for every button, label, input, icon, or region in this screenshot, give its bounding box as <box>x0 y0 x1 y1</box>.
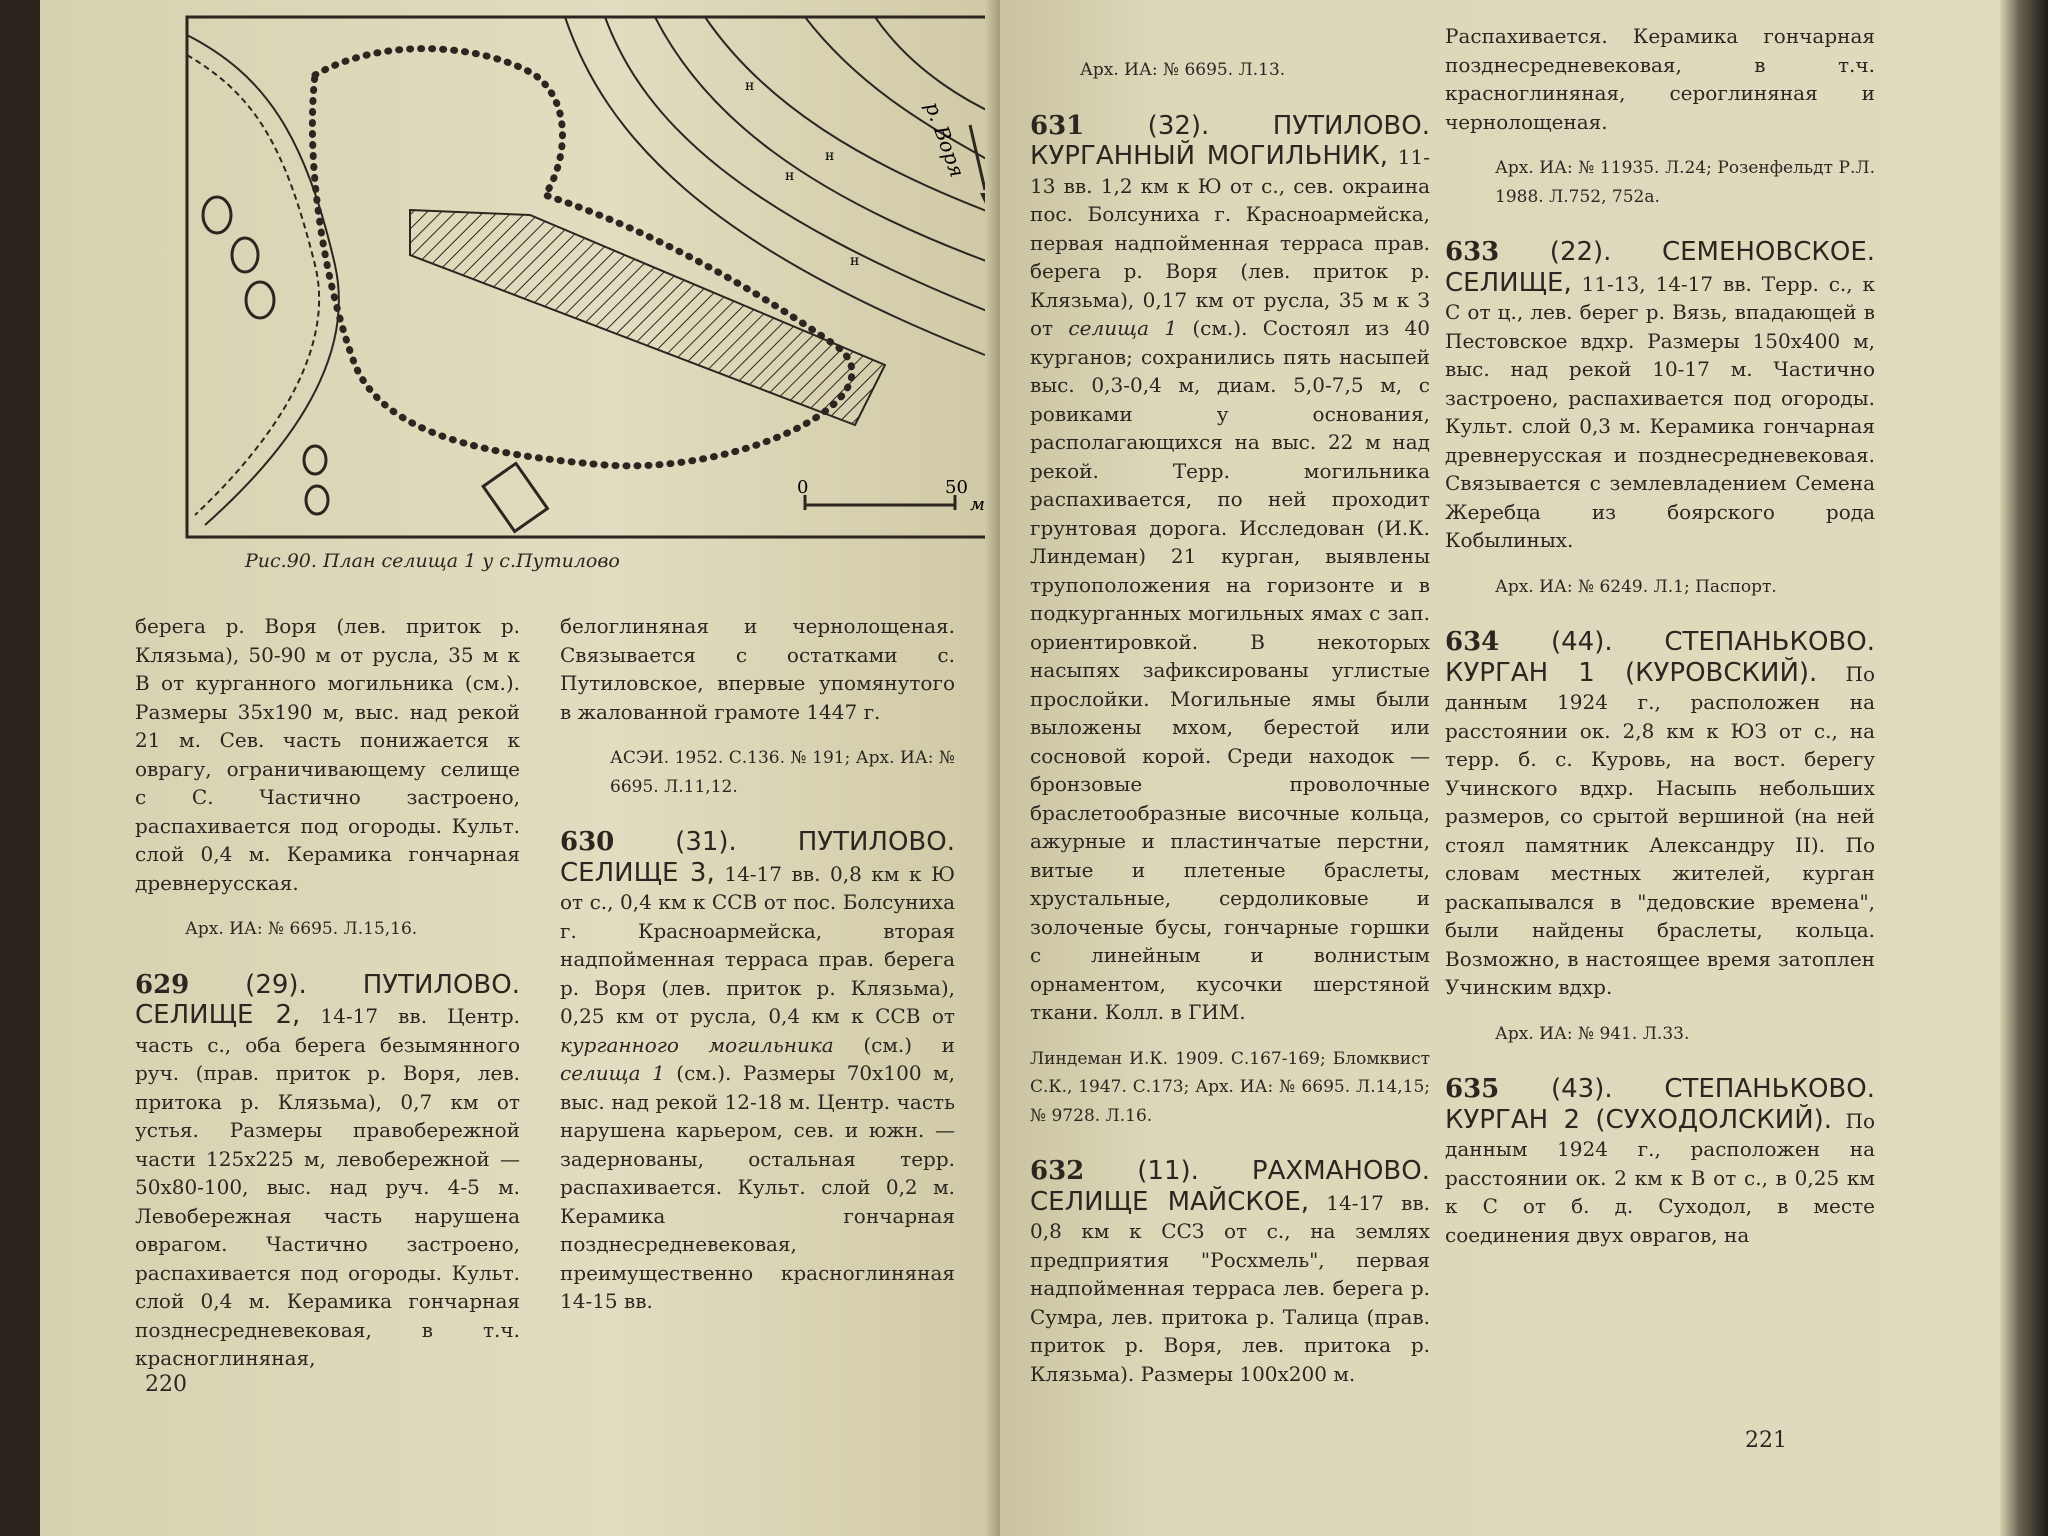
entry-631 <box>1030 111 1430 1027</box>
entry-631-number: 631 <box>1030 110 1085 141</box>
entry-634 <box>1445 627 1875 1002</box>
right-col-1 <box>1030 42 1430 1406</box>
right-col-2 <box>1445 22 1875 1267</box>
entry-631-ref: Линдеман И.К. 1909. С.167-169; Бломквист С.К., 1947. С.173; Арх. ИА: № 6695. Л.14,15; № 9728. Л.16. <box>1030 1048 1430 1126</box>
svg-text:н: н <box>850 253 860 269</box>
entry-629-continuation: белоглиняная и чернолощеная. Связывается с остатками с. Путиловское, впервые упомянутого в жалованной грамоте 1447 г. <box>560 614 955 724</box>
svg-text:н: н <box>745 78 755 94</box>
svg-text:н: н <box>825 148 835 164</box>
figure-caption: Рис.90. План селища 1 у с.Путилово <box>245 550 620 572</box>
entry-630-ref: Арх. ИА: № 6695. Л.13. <box>1080 60 1286 80</box>
entry-633-body: 11-13, 14-17 вв. Терр. с., к С от ц., лев. берег р. Вязь, впадающей в Пестовское вдхр. Размеры 150х400 м, выс. над рекой 10-17 м. Частично застроено, распахивается под огороды. Культ. слой 0,3 м. Керамика гончарная древнерусская и позднесредневековая. Связывается с землевладением Семена Жеребца из боярского рода Кобылиных. <box>1445 271 1876 552</box>
page-number-right: 221 <box>1745 1428 1787 1453</box>
scale-zero: 0 <box>797 477 809 498</box>
entry-628-continuation: берега р. Воря (лев. приток р. Клязьма), 50-90 м от русла, 35 м к В от курганного могильника (см.). Размеры 35х190 м, выс. над рекой 21 м. Сев. часть понижается к оврагу, ограничивающему селище с С. Частично застроено, распахивается под огороды. Культ. слой 0,4 м. Керамика гончарная древнерусская. <box>135 614 520 895</box>
river-label: р. Воря <box>920 98 970 181</box>
right-page <box>1000 0 2000 1536</box>
entry-630-link-2: селища 1 <box>560 1061 665 1085</box>
entry-635 <box>1445 1074 1875 1249</box>
left-page <box>40 0 1000 1536</box>
entry-632 <box>1030 1156 1430 1388</box>
left-col-1 <box>135 612 520 1391</box>
entry-634-body: По данным 1924 г., расположен на расстоянии ок. 2,8 км к ЮЗ от с., на терр. б. с. Куровь, на вост. берегу Учинского вдхр. Насыпь небольших размеров, со срытой вершиной (на ней стоял памятник Александру II). По словам местных жителей, курган раскапывался в "дедовские времена", были найдены браслеты, кольца. Возможно, в настоящее время затоплен Учинским вдхр. <box>1445 661 1876 999</box>
entry-633-title: (22). СЕМЕНОВСКОЕ. СЕЛИЩЕ, <box>1445 237 1876 298</box>
entry-630-body-c: (см.). Размеры 70х100 м, выс. над рекой 12-18 м. Центр. часть нарушена карьером, сев. и южн. — задернованы, остальная терр. распахивается. Культ. слой 0,2 м. Керамика гончарная позднесредневековая, преимущественно красноглиняная 14-15 вв. <box>560 1061 955 1313</box>
entry-630-body-b: (см.) и <box>863 1032 955 1057</box>
entry-633-ref: Арх. ИА: № 6249. Л.1; Паспорт. <box>1495 576 1777 597</box>
entry-630-link-1: курганного могильника <box>560 1032 834 1057</box>
entry-633 <box>1445 237 1875 555</box>
entry-632-ref: Арх. ИА: № 11935. Л.24; Розенфельдт Р.Л. 1988. Л.752, 752а. <box>1495 158 1875 207</box>
entry-629-title: (29). ПУТИЛОВО. СЕЛИЩЕ 2, <box>135 969 520 1030</box>
entry-631-body-b: (см.). Состоял из 40 курганов; сохранились пять насыпей выс. 0,3-0,4 м, диам. 5,0-7,5 м, с ровиками у основания, располагающихся на выс. 22 м над рекой. Терр. могильника распахивается, по ней проходит грунтовая дорога. Исследован (И.К. Линдеман) 21 курган, выявлены трупоположения на горизонте и в подкурганных могильных ямах с зап. ориентировкой. В некоторых насыпях зафиксированы углистые прослойки. Могильные ямы были выложены мхом, берестой или сосновой корой. Среди находок — бронзовые проволочные браслетообразные височные кольца, ажурные и пластинчатые перстни, витые и плетеные браслеты, хрустальные, сердоликовые и золоченые бусы, гончарные горшки с линейным и волнистым орнаментом, кусочки шерстяной ткани. Колл. в ГИМ. <box>1030 316 1431 1024</box>
entry-630-title: (31). ПУТИЛОВО. СЕЛИЩЕ 3, <box>560 827 955 888</box>
entry-635-title: (43). СТЕПАНЬКОВО. КУРГАН 2 (СУХОДОЛСКИЙ). <box>1445 1074 1875 1135</box>
entry-631-link: селища 1 <box>1068 316 1178 340</box>
entry-632-continuation: Распахивается. Керамика гончарная позднесредневековая, в т.ч. красноглиняная, сероглиняная и чернолощеная. <box>1445 24 1875 134</box>
entry-635-body: По данным 1924 г., расположен на расстоянии ок. 2 км к В от с., в 0,25 км к С от б. д. Суходол, в месте соединения двух оврагов, на <box>1445 1108 1875 1247</box>
entry-632-title: (11). РАХМАНОВО. СЕЛИЩЕ МАЙСКОЕ, <box>1030 1156 1430 1217</box>
entry-631-title: (32). ПУТИЛОВО. КУРГАННЫЙ МОГИЛЬНИК, <box>1030 110 1430 171</box>
entry-635-heading <box>1445 1074 1875 1135</box>
entry-634-heading <box>1445 627 1875 688</box>
entry-630-body-a: 14-17 вв. 0,8 км к Ю от с., 0,4 км к ССВ от пос. Болсуниха г. Красноармейска, вторая надпойменная терраса прав. берега р. Воря (лев. приток р. Клязьма), 0,25 км от русла, 0,4 км к ССВ от <box>560 861 955 1028</box>
book-edge <box>2000 0 2048 1536</box>
entry-629-ref: АСЭИ. 1952. С.136. № 191; Арх. ИА: № 6695. Л.11,12. <box>610 748 955 797</box>
entry-629 <box>135 970 520 1373</box>
entry-629-body: 14-17 вв. Центр. часть с., оба берега безымянного руч. (прав. приток р. Воря, лев. притока р. Клязьма), 0,7 км от устья. Размеры правобережной части 125х225 м, левобережной — 50х80-100, выс. над руч. 4-5 м. Левобережная часть нарушена оврагом. Частично застроено, распахивается под огороды. Культ. слой 0,4 м. Керамика гончарная позднесредневековая, в т.ч. красноглиняная, <box>135 1004 520 1370</box>
entry-634-ref: Арх. ИА: № 941. Л.33. <box>1495 1023 1690 1044</box>
page-number-left: 220 <box>145 1372 187 1397</box>
scale-unit: м <box>970 494 985 515</box>
entry-631-body-a: 11-13 вв. 1,2 км к Ю от с., сев. окраина пос. Болсуниха г. Красноармейска, первая надпойменная терраса прав. берега р. Воря (лев. приток р. Клязьма), 0,17 км от русла, 35 м к З от <box>1030 145 1430 340</box>
site-plan-figure <box>185 15 1000 540</box>
left-col-2 <box>560 612 955 1334</box>
entry-632-number: 632 <box>1030 1156 1085 1186</box>
entry-634-title: (44). СТЕПАНЬКОВО. КУРГАН 1 (КУРОВСКИЙ). <box>1445 627 1875 688</box>
entry-629-number: 629 <box>135 969 190 1000</box>
site-plan-drawing <box>185 15 1000 540</box>
entry-634-number: 634 <box>1445 627 1500 657</box>
entry-630 <box>560 827 955 1316</box>
entry-635-number: 635 <box>1445 1074 1500 1104</box>
scale-max: 50 <box>945 477 968 498</box>
svg-text:н: н <box>785 168 795 184</box>
entry-633-number: 633 <box>1445 237 1500 267</box>
entry-632-body: 14-17 вв. 0,8 км к ССЗ от с., на землях предприятия "Росхмель", первая надпойменная терраса лев. берега р. Сумра, лев. притока р. Талица (прав. приток р. Воря, лев. притока р. Клязьма). Размеры 100х200 м. <box>1030 1190 1431 1386</box>
entry-631-heading <box>1030 111 1430 172</box>
entry-630-number: 630 <box>560 827 615 857</box>
entry-628-ref: Арх. ИА: № 6695. Л.15,16. <box>185 919 418 939</box>
